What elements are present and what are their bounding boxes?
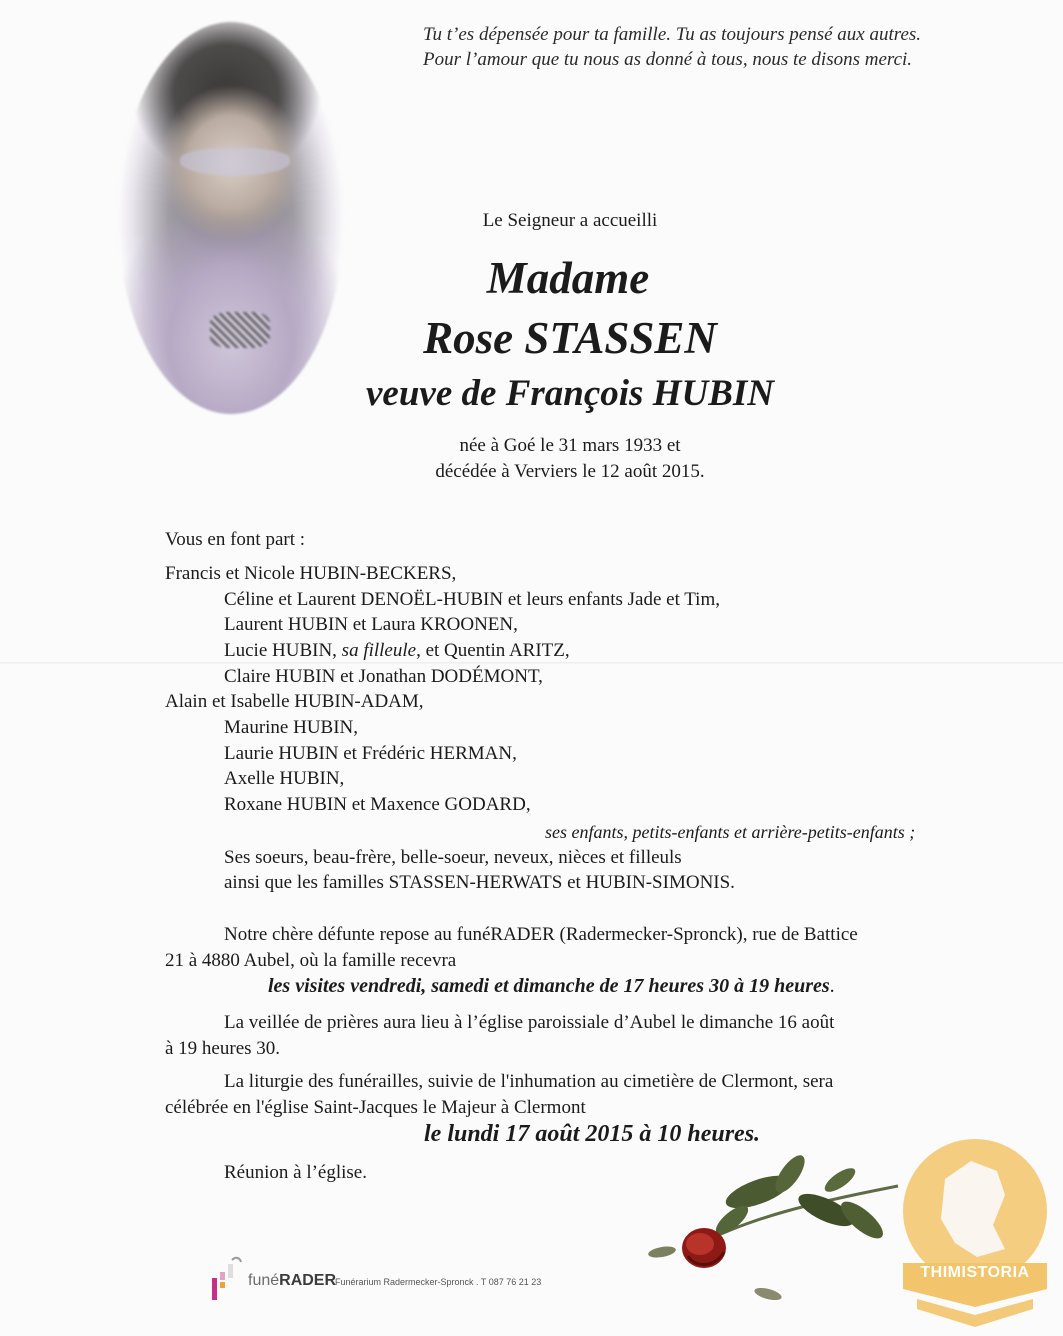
death-line: décédée à Verviers le 12 août 2015. xyxy=(435,461,705,482)
vigil-line-1: La veillée de prières aura lieu à l’église paroissiale d’Aubel le dimanche 16 août xyxy=(224,1012,835,1033)
rest-line-1: Notre chère défunte repose au funéRADER (Radermecker-Spronck), rue de Battice xyxy=(224,924,858,945)
family-line: Roxane HUBIN et Maxence GODARD, xyxy=(224,794,531,815)
family-line-post: , et Quentin ARITZ, xyxy=(416,640,570,661)
title-madame: Madame xyxy=(486,253,650,303)
others-line: Ses soeurs, beau-frère, belle-soeur, neveux, nièces et filleuls xyxy=(224,847,682,868)
badge-shape xyxy=(893,1131,1057,1331)
family-line: Alain et Isabelle HUBIN-ADAM, xyxy=(165,691,424,712)
family-line-pre: Lucie HUBIN, xyxy=(224,640,342,661)
vigil-paragraph xyxy=(165,1010,975,1036)
visits-text: les visites vendredi, samedi et dimanche de 17 heures 30 à 19 heures xyxy=(268,975,830,997)
deceased-name: Rose STASSEN xyxy=(423,313,717,363)
life-dates xyxy=(360,433,780,485)
scarf-detail xyxy=(210,312,270,348)
vigil-line-2: à 19 heures 30. xyxy=(165,1038,281,1059)
family-line: Laurie HUBIN et Frédéric HERMAN, xyxy=(224,743,517,764)
intro-text: Le Seigneur a accueilli xyxy=(482,210,658,231)
logo-mark xyxy=(210,1252,242,1300)
glasses-detail xyxy=(180,148,290,176)
visits-line xyxy=(268,973,835,999)
rose-illustration xyxy=(640,1148,900,1330)
rest-line-2: 21 à 4880 Aubel, où la famille recevra xyxy=(165,950,457,971)
funeral-line-1: La liturgie des funérailles, suivie de l'inhumation au cimetière de Clermont, sera xyxy=(224,1071,834,1092)
family-line xyxy=(224,638,570,664)
family-line: Francis et Nicole HUBIN-BECKERS, xyxy=(165,563,457,584)
logo-tagline: Funérarium Radermecker-Spronck . T 087 76 21 23 xyxy=(335,1277,542,1287)
family-line: Laurent HUBIN et Laura KROONEN, xyxy=(224,614,518,635)
brand-b: RADER xyxy=(279,1272,337,1289)
family-line: Maurine HUBIN, xyxy=(224,717,359,738)
watermark-badge xyxy=(893,1131,1057,1331)
badge-label: THIMISTORIA xyxy=(920,1264,1030,1281)
funerarium-logo xyxy=(210,1252,570,1304)
others-line: ainsi que les familles STASSEN-HERWATS et HUBIN-SIMONIS. xyxy=(224,872,735,893)
funeral-date: le lundi 17 août 2015 à 10 heures. xyxy=(424,1121,761,1147)
announce-line: Vous en font part : xyxy=(165,529,306,550)
family-line: Axelle HUBIN, xyxy=(224,768,345,789)
family-line-italic: sa filleule xyxy=(341,640,417,661)
gathering-line: Réunion à l’église. xyxy=(224,1162,367,1183)
visits-end: . xyxy=(829,975,835,997)
poem-line-1: Tu t’es dépensée pour ta famille. Tu as toujours pensé aux autres. xyxy=(423,24,922,45)
relation-line: ses enfants, petits-enfants et arrière-petits-enfants ; xyxy=(545,822,916,842)
brand-a: funé xyxy=(248,1272,280,1289)
widow-of: veuve de François HUBIN xyxy=(366,373,774,414)
funeral-line-2: célébrée en l'église Saint-Jacques le Majeur à Clermont xyxy=(165,1097,586,1118)
poem xyxy=(423,22,1023,72)
logo-brand xyxy=(248,1272,336,1290)
rest-paragraph xyxy=(165,922,975,948)
poem-line-2: Pour l’amour que tu nous as donné à tous, nous te disons merci. xyxy=(423,49,913,70)
family-line: Céline et Laurent DENOËL-HUBIN et leurs enfants Jade et Tim, xyxy=(224,589,720,610)
funeral-paragraph xyxy=(165,1069,975,1095)
family-line: Claire HUBIN et Jonathan DODÉMONT, xyxy=(224,666,543,687)
birth-line: née à Goé le 31 mars 1933 et xyxy=(459,435,681,456)
